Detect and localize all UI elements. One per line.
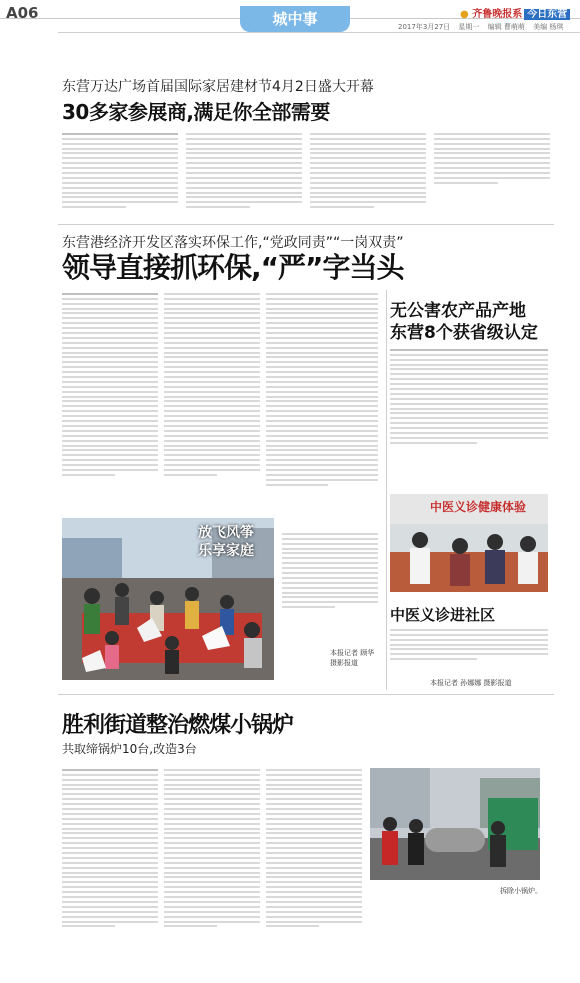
article4-body-col1 xyxy=(62,766,158,968)
kite-photo-byline: 本报记者 顾华 摄影报道 xyxy=(330,649,375,667)
article4-subhead: 共取缔锅炉10台,改造3台 xyxy=(62,742,197,756)
designer: 美编 杨琪 xyxy=(533,23,564,31)
kite-photo-caption-text xyxy=(282,530,378,640)
divider-1 xyxy=(58,224,554,225)
clinic-banner-text: 中医义诊健康体验 xyxy=(430,500,527,514)
clinic-photo xyxy=(390,494,548,592)
article1-body-col1 xyxy=(62,130,178,218)
boiler-photo-image xyxy=(370,768,540,880)
header-divider xyxy=(58,32,580,33)
boiler-photo-caption: 拆除小锅炉。 xyxy=(500,887,542,895)
paper-suffix: 系 xyxy=(512,9,523,20)
article2-body-col3 xyxy=(266,290,378,522)
issue-date: 2017年3月27日 xyxy=(398,23,451,31)
article4-headline: 胜利街道整治燃煤小锅炉 xyxy=(62,713,294,738)
article2-kicker: 东营港经济开发区落实环保工作,“党政同责”“一岗双责” xyxy=(62,235,404,251)
section-title: 城中事 xyxy=(240,6,350,32)
article2-body-col2 xyxy=(164,290,260,512)
page-number: A06 xyxy=(6,4,39,22)
kite-photo xyxy=(62,518,274,680)
article1-kicker: 东营万达广场首届国际家居建材节4月2日盛大开幕 xyxy=(62,79,374,95)
article2-headline: 领导直接抓环保,“严”字当头 xyxy=(62,251,404,284)
article2-body-col1 xyxy=(62,290,158,512)
article4-body-col3 xyxy=(266,766,362,968)
paper-logo xyxy=(460,5,575,21)
editor: 编辑 曹萌萌 xyxy=(487,23,525,31)
kite-photo-title-line2: 乐享家庭 xyxy=(198,543,254,559)
article3-headline-line1: 无公害农产品产地 xyxy=(390,301,526,321)
article1-body-col3 xyxy=(310,130,426,218)
paper-name: 齐鲁晚报 xyxy=(472,9,513,20)
column-divider xyxy=(386,290,387,690)
issue-weekday: 星期一 xyxy=(458,23,480,31)
article1-body-col4 xyxy=(434,130,550,218)
boiler-photo xyxy=(370,768,540,880)
article3-headline-line2: 东营8个获省级认定 xyxy=(390,323,538,343)
clinic-photo-title: 中医义诊进社区 xyxy=(390,606,496,624)
kite-photo-title-line1: 放飞风筝 xyxy=(198,525,254,541)
article4-body-col2 xyxy=(164,766,260,968)
clinic-photo-byline: 本报记者 孙娜娜 摄影报道 xyxy=(430,679,512,687)
clinic-photo-caption xyxy=(390,626,548,674)
article1-body-col2 xyxy=(186,130,302,218)
article1-headline: 30多家参展商,满足你全部需要 xyxy=(62,100,330,124)
sun-icon: ● xyxy=(460,9,469,20)
issue-meta xyxy=(398,22,569,32)
article3-body xyxy=(390,346,548,486)
edition-badge: 今日东营 xyxy=(524,9,570,20)
divider-2 xyxy=(58,694,554,695)
